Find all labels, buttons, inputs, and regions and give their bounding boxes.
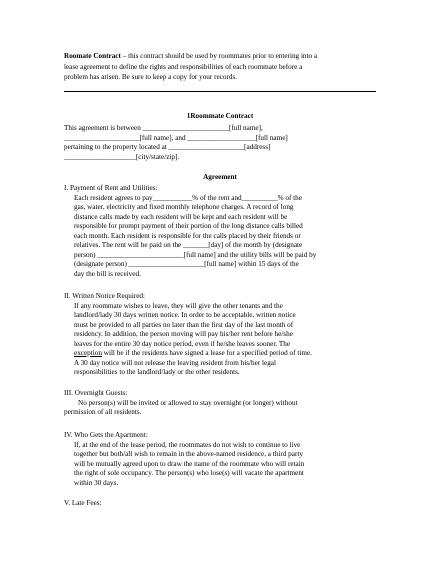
section-line: within 30 days. [74, 478, 119, 487]
parties-block [64, 124, 288, 162]
section-title: V. Late Fees: [64, 499, 102, 507]
section-title: III. Overnight Guests: [64, 389, 128, 397]
section-line: must be provided to all parties no later than the first day of the last month of [74, 320, 294, 329]
section-line: day the bill is received. [74, 269, 141, 278]
section-line: A 30 day notice will not release the leaving resident from his/her legal [74, 358, 276, 367]
section-payment [64, 184, 316, 279]
section-line: No person(s) will be invited or allowed to stay overnight (or longer) without [78, 398, 298, 407]
intro-paragraph [64, 52, 384, 84]
section-line: distance calls made by each resident will be kept and each resident will be [74, 212, 288, 221]
intro-line: lease agreement to define the rights and responsibilities of each roommate before a [64, 62, 303, 71]
horizontal-rule [64, 91, 376, 92]
section-line: (designate person) _____________________[full name] within 15 days of the [74, 260, 299, 268]
parties-line: This agreement is between ________________________[full name], [64, 124, 263, 132]
section-late-fees [64, 499, 102, 509]
parties-line: ____________________[city/state/zip]. [64, 152, 180, 161]
section-written-notice [64, 292, 312, 378]
section-line: residency. In addition, the person moving will pay his/her rent before he/she [74, 330, 293, 338]
parties-line: _____________________[full name], and ___________________[full name] [64, 133, 288, 142]
section-line: If, at the end of the lease period, the roommates do not wish to continue to live [74, 440, 301, 449]
section-line: relatives. The rent will be paid on the _______[day] of the month by (designate [74, 241, 303, 249]
section-line [64, 349, 312, 359]
intro-heading: Roomate Contract [64, 52, 121, 60]
section-line: leaves for the entire 30 day notice period, even if he/she leaves sooner. The [74, 339, 291, 348]
section-line: landlord/lady 30 days written notice. In order to be acceptable, written notice [74, 311, 296, 319]
section-who-gets-apartment [64, 431, 304, 488]
agreement-heading: Agreement [203, 173, 237, 181]
exception-word: exception [74, 349, 102, 357]
section-overnight-guests [64, 389, 298, 418]
section-line: person) ________________________[full name] and the utility bills will be paid by [74, 250, 317, 259]
section-title: I. Payment of Rent and Utilities: [64, 184, 158, 192]
section-line: If any roommate wishes to leave, they will give the other tenants and the [74, 301, 283, 310]
section-line: will be mutually agreed upon to draw the name of the roommate who will retain [74, 459, 305, 468]
intro-line-text: – this contract should be used by roommates prior to entering into a [120, 52, 318, 60]
intro-line: problem has arisen. Be sure to keep a copy for your records. [64, 73, 238, 81]
section-line: permission of all residents. [64, 408, 142, 416]
section-line: each month. Each resident is responsible for the calls placed by their friends or [74, 231, 301, 240]
section-line: responsible for prompt payment of their portion of the long distance calls billed [74, 222, 303, 230]
contract-title: 1Roommate Contract [186, 112, 254, 120]
intro-line [64, 52, 384, 63]
section-line: gas, water, electricity and fixed monthly telephone charges. A record of long [74, 203, 294, 211]
section-line-text: will be if the residents have signed a lease for a specified period of time. [101, 349, 312, 357]
section-line: Each resident agrees to pay___________% of the rent and__________% of the [74, 193, 302, 202]
section-line: responsibilities to the landlord/lady or the other residents. [74, 368, 240, 376]
section-title: II. Written Notice Required: [64, 292, 146, 300]
section-line: the right of sole occupancy. The person(s) who lose(s) will vacate the apartment [74, 469, 304, 477]
section-title: IV. Who Gets the Apartment: [64, 431, 148, 439]
parties-line: pertaining to the property located at _____________________[address] [64, 143, 271, 151]
section-line: together but both/all wish to remain in the above-named residence, a third party [74, 450, 303, 458]
